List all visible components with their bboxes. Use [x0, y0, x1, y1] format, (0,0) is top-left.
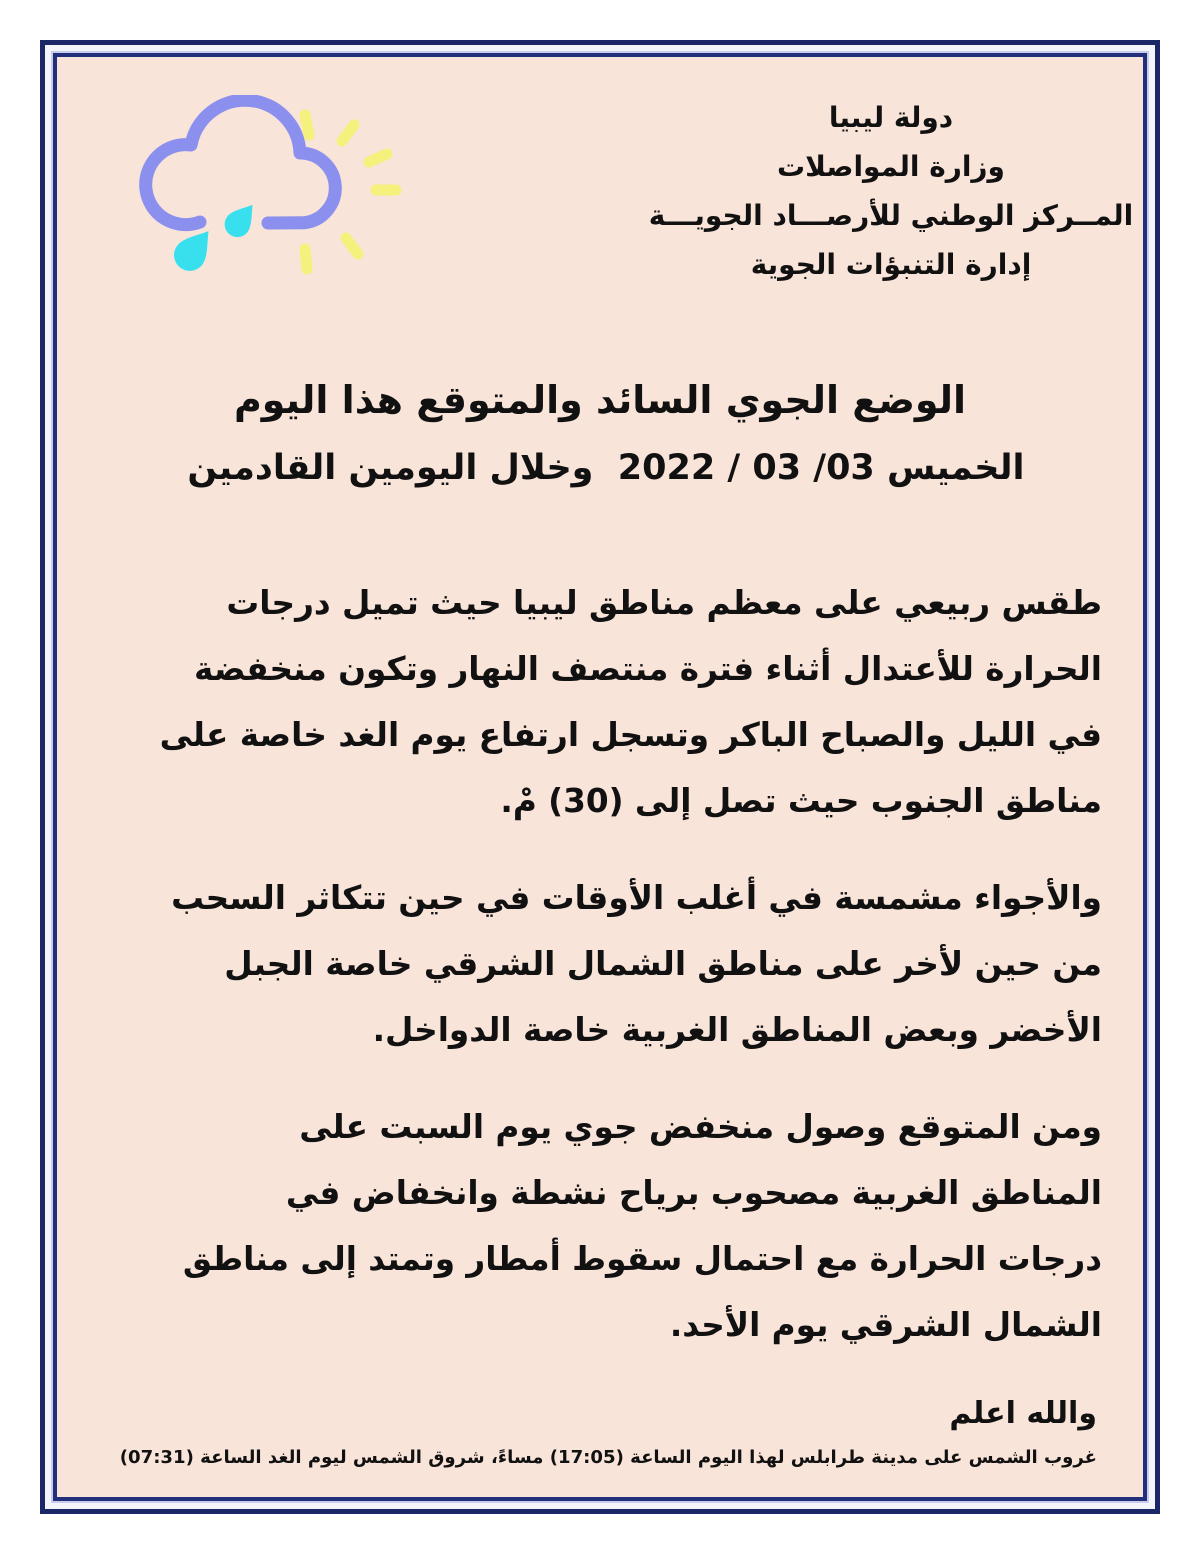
forecast-paragraph	[145, 1094, 1102, 1358]
paragraph-line: درجات الحرارة مع احتمال سقوط أمطار وتمتد إلى مناطق	[182, 1240, 1102, 1278]
sun-rays-icon	[305, 115, 396, 269]
country-name: دولة ليبيا	[828, 101, 954, 134]
paragraph-line: طقس ربيعي على معظم مناطق ليبيا حيث تميل درجات	[226, 584, 1102, 622]
paragraph-line: ومن المتوقع وصول منخفض جوي يوم السبت على	[299, 1108, 1102, 1146]
department-name: إدارة التنبؤات الجوية	[750, 248, 1032, 281]
paragraph-line: من حين لأخر على مناطق الشمال الشرقي خاصة الجبل	[224, 945, 1102, 983]
forecast-body	[145, 570, 1102, 1358]
forecast-paragraph	[145, 865, 1102, 1063]
ministry-name: وزارة المواصلات	[777, 150, 1005, 183]
issuer-header	[645, 93, 1137, 289]
paragraph-line: الحرارة للأعتدال أثناء فترة منتصف النهار وتكون منخفضة	[194, 650, 1102, 688]
closing-phrase: والله اعلم	[949, 1396, 1097, 1431]
sun-times-footer: غروب الشمس على مدينة طرابلس لهذا اليوم الساعة (17:05) مساءً، شروق الشمس ليوم الغد الساعة (07:31)	[119, 1447, 1097, 1468]
bulletin-date: الخميس 03/ 03 / 2022 وخلال اليومين القادمين	[187, 448, 1025, 488]
rain-drop-icon	[219, 197, 262, 242]
rain-drops-icon	[168, 197, 263, 277]
bulletin-title: الوضع الجوي السائد والمتوقع هذا اليوم	[233, 378, 967, 422]
paragraph-line: المناطق الغربية مصحوب برياح نشطة وانخفاض في	[285, 1174, 1102, 1212]
paragraph-line: الأخضر وبعض المناطق الغربية خاصة الدواخل.	[372, 1011, 1102, 1049]
paragraph-line: والأجواء مشمسة في أغلب الأوقات في حين تتكاثر السحب	[171, 879, 1102, 917]
paragraph-line: الشمال الشرقي يوم الأحد.	[669, 1306, 1102, 1344]
paragraph-line: مناطق الجنوب حيث تصل إلى (30) مْ.	[500, 782, 1102, 820]
paragraph-line: في الليل والصباح الباكر وتسجل ارتفاع يوم الغد خاصة على	[159, 716, 1102, 754]
center-name: المــركز الوطني للأرصـــاد الجويـــة	[648, 199, 1134, 232]
weather-logo	[130, 95, 410, 285]
forecast-paragraph	[145, 570, 1102, 834]
